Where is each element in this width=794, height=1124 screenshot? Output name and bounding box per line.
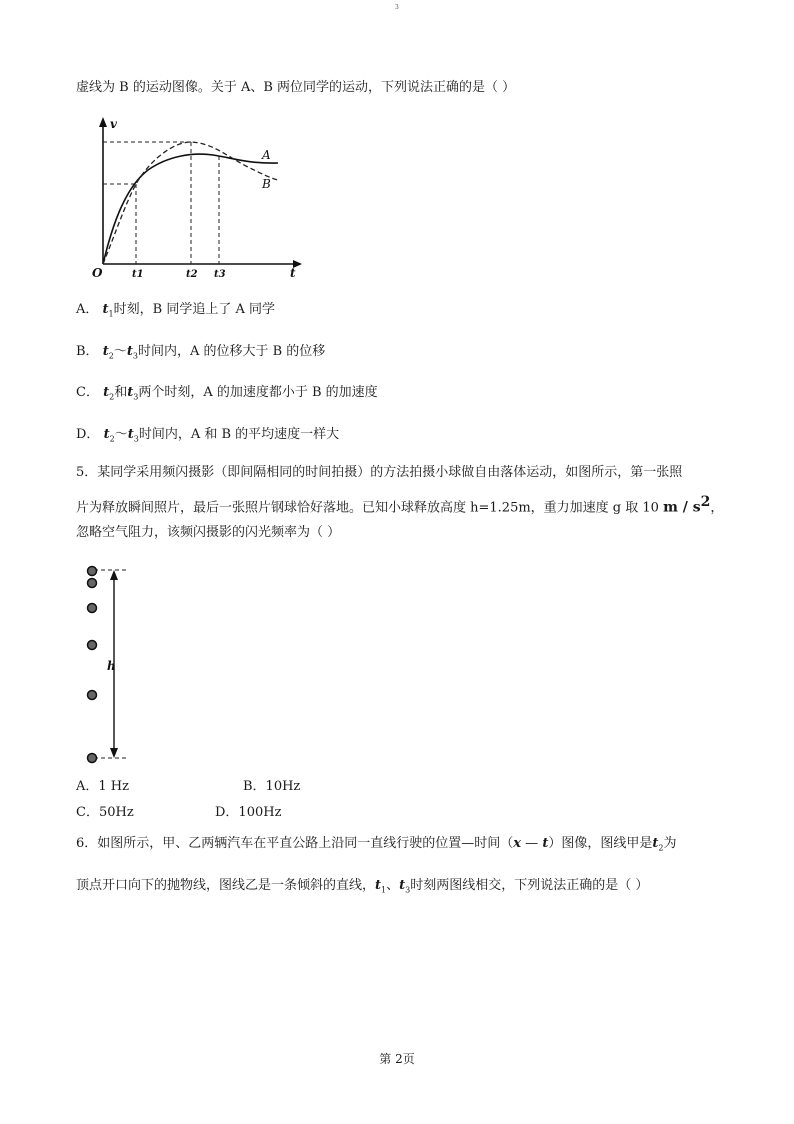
q6-line1: 6．如图所示，甲、乙两辆汽车在平直公路上沿同一直线行驶的位置—时间（x — t）图像，图线甲是$t_2$为	[76, 836, 677, 853]
q5-option-b: B．10Hz	[243, 779, 301, 794]
q5-option-c: C．50Hz	[76, 805, 134, 820]
q4-option-a: A． $t_1$时刻，B 同学追上了 A 同学	[76, 302, 275, 319]
q5-option-d: D．100Hz	[215, 805, 282, 820]
tick-t1: t1	[132, 269, 144, 280]
tick-t2: t2	[186, 269, 198, 280]
q5-option-a: A．1 Hz	[76, 779, 129, 794]
q5-line1: 5．某同学采用频闪摄影（即间隔相同的时间拍摄）的方法拍摄小球做自由落体运动，如图所示，第一张照	[76, 465, 683, 480]
q5-line2: 片为释放瞬间照片，最后一张照片钢球恰好落地。已知小球释放高度 h=1.25m，重力加速度 g 取 10 m / $s^2$，	[76, 494, 724, 516]
q4-option-d: D． $t_2\sim t_3$时间内，A 和 B 的平均速度一样大	[76, 427, 340, 444]
height-label: h	[107, 659, 116, 673]
page-footer: 第 2页	[379, 1052, 415, 1066]
q6-line2: 顶点开口向下的抛物线，图线乙是一条倾斜的直线，$t_1$、$t_3$时刻两图线相交，下列说法正确的是（ ）	[76, 878, 649, 895]
y-axis-label: v	[110, 117, 117, 131]
origin-label: O	[92, 266, 103, 280]
q5-line3: 忽略空气阻力，该频闪摄影的闪光频率为（ ）	[76, 525, 341, 540]
q4-option-b: B． $t_2\sim t_3$时间内，A 的位移大于 B 的位移	[76, 344, 326, 361]
strobe-balls	[88, 567, 97, 763]
q5-strobe-figure	[80, 562, 140, 768]
q4-intro: 虚线为 B 的运动图像。关于 A、B 两位同学的运动，下列说法正确的是（ ）	[76, 80, 516, 95]
tick-t3: t3	[214, 269, 226, 280]
q4-vt-graph	[88, 112, 310, 282]
header-mark: 3	[395, 4, 399, 11]
curve-a-label: A	[262, 148, 271, 162]
q4-option-c: C． $t_2$和$t_3$两个时刻，A 的加速度都小于 B 的加速度	[76, 385, 378, 402]
x-axis-label: t	[290, 266, 296, 280]
curve-b-label: B	[262, 177, 271, 191]
